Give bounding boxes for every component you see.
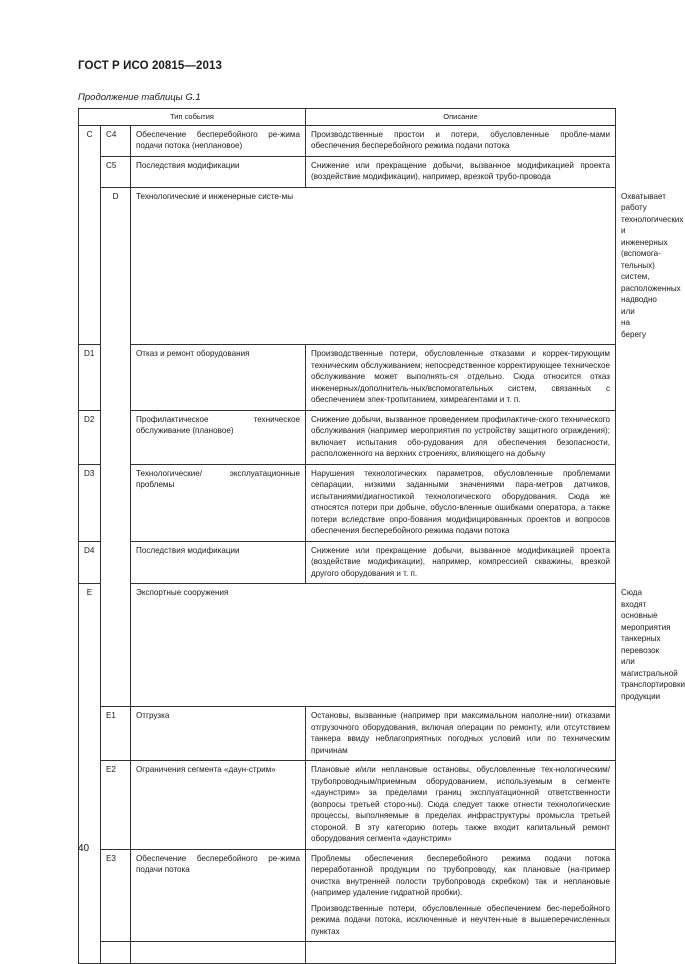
event-name: Обеспечение бесперебойного ре-жима подачи потока (неплановое) bbox=[131, 125, 306, 156]
group-code: D bbox=[101, 187, 131, 707]
header-event-type: Тип события bbox=[79, 109, 306, 126]
event-description bbox=[306, 464, 616, 541]
event-name: Технологические/ эксплуатационные проблемы bbox=[131, 464, 306, 541]
table-row bbox=[79, 707, 616, 761]
event-code: D4 bbox=[79, 541, 101, 584]
event-description bbox=[306, 541, 616, 584]
event-name: Профилактическое техническое обслуживание (плановое) bbox=[131, 410, 306, 464]
event-name: Отгрузка bbox=[131, 707, 306, 761]
description-paragraph: Нарушения технологических параметров, обусловленные проблемами сепарации, низкими заданными значениями пара-метров датчиков, испытаниями/диагностикой технологического оборудования. Сюда же относятся потери при добыче, обусло-вленные ошибками оператора, а также потери вследствие опро-бования модифицированных проектов и вопросов обеспечения бесперебойного режима подачи потока bbox=[311, 468, 610, 535]
event-code: D1 bbox=[79, 345, 101, 411]
event-description bbox=[306, 849, 616, 942]
description-paragraph: Производственные потери, обусловленные отказами и коррек-тирующим техническим обслуживанием; непосредственное корректирующее техническое обслуживание может выполнять-ся отдельно. Сюда относится отказ инженерных/дополнитель-ных/вспомогательных систем, связанных с обеспечением элек-тропитанием, химреагентами и т. п. bbox=[311, 349, 610, 404]
table-row bbox=[79, 761, 616, 850]
event-code: C4 bbox=[101, 125, 131, 156]
event-description bbox=[306, 707, 616, 761]
event-description bbox=[306, 761, 616, 850]
table-tail-row bbox=[79, 942, 616, 964]
tail-cell bbox=[101, 942, 131, 964]
event-description bbox=[306, 156, 616, 187]
event-types-table bbox=[78, 108, 685, 964]
header-description: Описание bbox=[306, 109, 616, 126]
table-row bbox=[79, 849, 616, 942]
table-row bbox=[79, 345, 616, 411]
event-code: C5 bbox=[101, 156, 131, 187]
event-name: Последствия модификации bbox=[131, 156, 306, 187]
table-row bbox=[79, 410, 616, 464]
group-row: D Технологические и инженерные систе-мы Охватывает работу технологических и инженерных (вспомога-тельных) систем, расположенных надводно или на берегу bbox=[79, 187, 616, 345]
event-name: Последствия модификации bbox=[131, 541, 306, 584]
event-code: E2 bbox=[101, 761, 131, 850]
event-name: Обеспечение бесперебойного ре-жима подачи потока bbox=[131, 849, 306, 942]
event-description bbox=[306, 410, 616, 464]
event-description bbox=[306, 345, 616, 411]
table-row bbox=[79, 125, 616, 156]
table-body bbox=[79, 109, 685, 964]
event-code: E3 bbox=[101, 849, 131, 942]
document-title: ГОСТ Р ИСО 20815—2013 bbox=[78, 60, 223, 72]
description-paragraph: Производственные потери, обусловленные обеспечением бес-перебойного режима подачи потока, исключенные и неучтен-ные в вышеперечисленных пунктах bbox=[311, 903, 610, 936]
table-row bbox=[79, 541, 616, 584]
table-header-row bbox=[79, 109, 616, 126]
group-code: C bbox=[79, 125, 101, 345]
description-paragraph: Снижение добычи, вызванное проведением профилактиче-ского технического обслуживания (например мероприятия по устройству защитного ограждения); включает испытания обо-рудования для обеспечения безопасности, расположенного на верхних строениях, влияющего на добычу bbox=[311, 414, 610, 458]
event-name: Отказ и ремонт оборудования bbox=[131, 345, 306, 411]
tail-cell bbox=[306, 942, 616, 964]
page-number: 40 bbox=[78, 843, 90, 854]
group-row: E Экспортные сооружения Сюда входят основные мероприятия танкерных перевозок или магистральной транспортировки продукции bbox=[79, 584, 616, 707]
table-row bbox=[79, 156, 616, 187]
event-code: E1 bbox=[101, 707, 131, 761]
description-paragraph: Производственные простои и потери, обусловленные пробле-мами обеспечения бесперебойного режима подачи потока bbox=[311, 129, 610, 150]
description-paragraph: Проблемы обеспечения бесперебойного режима подачи потока переработанной продукции по трубопроводу, как плановые (на-пример очистка внутренней полости трубопровода скребком) так и неплановые (например удаление гидратной пробки). bbox=[311, 853, 610, 897]
tail-cell bbox=[131, 942, 306, 964]
event-code: D2 bbox=[79, 410, 101, 464]
description-paragraph: Плановые и/или неплановые остановы, обусловленные тех-нологическим/трубопроводным/приемным оборудованием, используемым в сегменте «даунстрим» за пределами границ эксплуатационной ответственности (вопросы третьей сторо-ны). Сюда следует также отнести технологические процессы, выполняемые в пределах инфраструктуры промысла третьей стороной. В эту категорию потерь также входит капитальный ремонт оборудования сегмента «даунстрим» bbox=[311, 765, 610, 843]
group-name: Технологические и инженерные систе-мы bbox=[131, 187, 616, 345]
group-code: E bbox=[79, 584, 101, 964]
table-row bbox=[79, 464, 616, 541]
description-paragraph: Остановы, вызванные (например при максимальном наполне-нии) отказами отгрузочного оборудования, включая операции по ремонту, или отсутствием танкера ввиду неблагоприятных погодных условий или по техническим причинам bbox=[311, 711, 610, 755]
event-description bbox=[306, 125, 616, 156]
event-code: D3 bbox=[79, 464, 101, 541]
table-caption: Продолжение таблицы G.1 bbox=[78, 92, 201, 103]
event-name: Ограничения сегмента «даун-стрим» bbox=[131, 761, 306, 850]
description-paragraph: Снижение или прекращение добычи, вызванное модификацией проекта (воздействие модификации), например, врезкой трубо-провода bbox=[311, 160, 610, 181]
group-name: Экспортные сооружения bbox=[131, 584, 616, 707]
description-paragraph: Снижение или прекращение добычи, вызванное модификацией проекта (воздействие модификации), например, компрессией скважины, врезкой другого оборудования и т. п. bbox=[311, 545, 610, 578]
